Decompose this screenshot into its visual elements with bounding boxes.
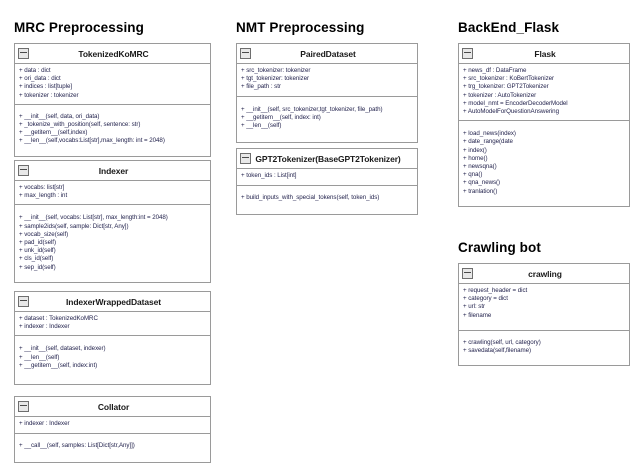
uml-class-collator[interactable] xyxy=(14,396,211,463)
uml-method: + __init__(self, src_tokenizer,tgt_tokenizer, file_path) xyxy=(241,105,383,113)
uml-method: + sample2ids(self, sample: Dict[str, Any]) xyxy=(19,222,129,230)
uml-class-crawling[interactable] xyxy=(458,263,630,366)
uml-method: + unk_id(self) xyxy=(19,247,56,255)
uml-header xyxy=(237,149,417,169)
uml-class-icon xyxy=(240,153,251,164)
uml-attribute: + model_nmt = EncoderDecoderModel xyxy=(463,99,568,107)
uml-attribute: + vocabs: list[str] xyxy=(19,184,65,191)
uml-attributes xyxy=(459,64,629,121)
uml-class-paireddataset[interactable] xyxy=(236,43,418,143)
uml-attributes xyxy=(237,64,417,97)
uml-class-icon xyxy=(18,48,29,59)
uml-method: + __getitem__(self, index:int) xyxy=(19,361,98,369)
uml-class-icon xyxy=(462,48,473,59)
uml-header xyxy=(459,44,629,64)
uml-class-gpt2tokenizer[interactable] xyxy=(236,148,418,215)
uml-method: + index() xyxy=(463,146,487,154)
uml-methods xyxy=(15,336,210,384)
uml-class-name: Collator xyxy=(97,401,130,412)
uml-method: + __len__(self,vocabs:List[str],max_length: int = 2048) xyxy=(19,137,165,145)
uml-method: + __getitem__(self, index: int) xyxy=(241,113,321,121)
uml-attributes xyxy=(15,64,210,105)
uml-methods xyxy=(15,105,210,156)
uml-attribute: + AutoModelForQuestionAnswering xyxy=(463,108,559,116)
uml-class-indexerwrappeddataset[interactable] xyxy=(14,291,211,385)
uml-method: + home() xyxy=(463,154,488,162)
uml-method: + __init__(self, dataset, indexer) xyxy=(19,345,106,353)
section-title-crawling-bot: Crawling bot xyxy=(458,240,541,255)
uml-methods xyxy=(459,331,629,365)
uml-attribute: + src_tokenizer: tokenizer xyxy=(241,67,311,74)
uml-method: + build_inputs_with_special_tokens(self, token_ids) xyxy=(241,194,380,202)
uml-methods xyxy=(237,97,417,143)
uml-class-name: crawling xyxy=(528,268,562,279)
uml-attribute: + news_df : DataFrame xyxy=(463,67,527,74)
uml-method: + __init__(self, data, ori_data) xyxy=(19,112,100,120)
uml-header xyxy=(459,264,629,284)
uml-attribute: + data : dict xyxy=(19,67,51,74)
uml-class-icon xyxy=(462,268,473,279)
uml-attribute: + file_path : str xyxy=(241,83,281,91)
uml-class-flask[interactable] xyxy=(458,43,630,207)
uml-methods xyxy=(15,205,210,281)
uml-methods xyxy=(15,434,210,462)
uml-method: + __len__(self) xyxy=(19,353,60,361)
uml-attributes xyxy=(459,284,629,331)
uml-attribute: + max_length : int xyxy=(19,192,68,200)
uml-method: + date_range(date xyxy=(463,138,513,146)
uml-attribute: + category = dict xyxy=(463,295,508,303)
uml-method: + pad_id(self) xyxy=(19,239,56,247)
uml-method: + cls_id(self) xyxy=(19,255,54,263)
uml-class-icon xyxy=(18,165,29,176)
uml-class-name: IndexerWrappedDataset xyxy=(65,296,162,307)
uml-class-name: GPT2Tokenizer(BaseGPT2Tokenizer) xyxy=(255,153,401,164)
uml-methods xyxy=(459,121,629,206)
uml-attributes xyxy=(15,181,210,205)
uml-class-icon xyxy=(240,48,251,59)
uml-class-tokenizedkomrc[interactable] xyxy=(14,43,211,157)
uml-method: + newsqna() xyxy=(463,163,497,171)
uml-attribute: + indexer : Indexer xyxy=(19,323,70,331)
uml-attribute: + request_header = dict xyxy=(463,287,528,294)
uml-attribute: + indices : list[tuple] xyxy=(19,83,73,91)
uml-attribute: + indexer : Indexer xyxy=(19,420,70,427)
uml-attributes xyxy=(15,312,210,336)
uml-attribute: + tokenizer : tokenizer xyxy=(19,91,79,99)
uml-header xyxy=(15,292,210,312)
uml-method: + savedata(self,filename) xyxy=(463,347,532,355)
uml-attribute: + trg_tokenizer: GPT2Tokenizer xyxy=(463,83,549,91)
uml-class-name: TokenizedKoMRC xyxy=(78,48,149,59)
uml-method: + qna_news() xyxy=(463,179,501,187)
uml-class-name: Indexer xyxy=(98,165,129,176)
uml-method: + __init__(self, vocabs: List[str], max_length:int = 2048) xyxy=(19,214,168,222)
uml-method: + __getitem__(self,index) xyxy=(19,129,88,137)
uml-attribute: + tgt_tokenizer: tokenizer xyxy=(241,75,310,83)
uml-attribute: + ori_data : dict xyxy=(19,75,61,83)
uml-method: + _tokenize_with_position(self, sentence: str) xyxy=(19,121,141,129)
uml-attributes xyxy=(15,417,210,434)
uml-attribute: + filename xyxy=(463,311,492,319)
uml-method: + qna() xyxy=(463,171,483,179)
uml-method: + sep_id(self) xyxy=(19,263,56,271)
uml-method: + crawling(self, url, category) xyxy=(463,338,541,346)
uml-method: + __len__(self) xyxy=(241,122,282,130)
uml-attribute: + tokenizer : AutoTokenizer xyxy=(463,91,537,99)
uml-header xyxy=(237,44,417,64)
uml-attributes xyxy=(237,169,417,186)
section-title-backend-flask: BackEnd_Flask xyxy=(458,20,560,35)
uml-header xyxy=(15,161,210,181)
uml-method: + load_news(index) xyxy=(463,130,516,138)
uml-attribute: + token_ids : List[int] xyxy=(241,172,297,179)
uml-header xyxy=(15,44,210,64)
uml-header xyxy=(15,397,210,417)
uml-method: + tranlation() xyxy=(463,187,498,195)
uml-class-icon xyxy=(18,296,29,307)
section-title-mrc: MRC Preprocessing xyxy=(14,20,144,35)
uml-attribute: + dataset : TokenizedKoMRC xyxy=(19,315,98,322)
uml-class-name: Flask xyxy=(534,48,556,59)
uml-class-indexer[interactable] xyxy=(14,160,211,283)
uml-method: + vocab_size(self) xyxy=(19,230,69,238)
uml-methods xyxy=(237,186,417,214)
uml-class-name: PairedDataset xyxy=(300,48,356,59)
uml-attribute: + src_tokenizer : KoBertTokenizer xyxy=(463,75,555,83)
section-title-nmt: NMT Preprocessing xyxy=(236,20,365,35)
uml-attribute: + url: str xyxy=(463,303,486,311)
uml-method: + __call__(self, samples: List[Dict[str,Any]]) xyxy=(19,442,135,450)
uml-class-icon xyxy=(18,401,29,412)
